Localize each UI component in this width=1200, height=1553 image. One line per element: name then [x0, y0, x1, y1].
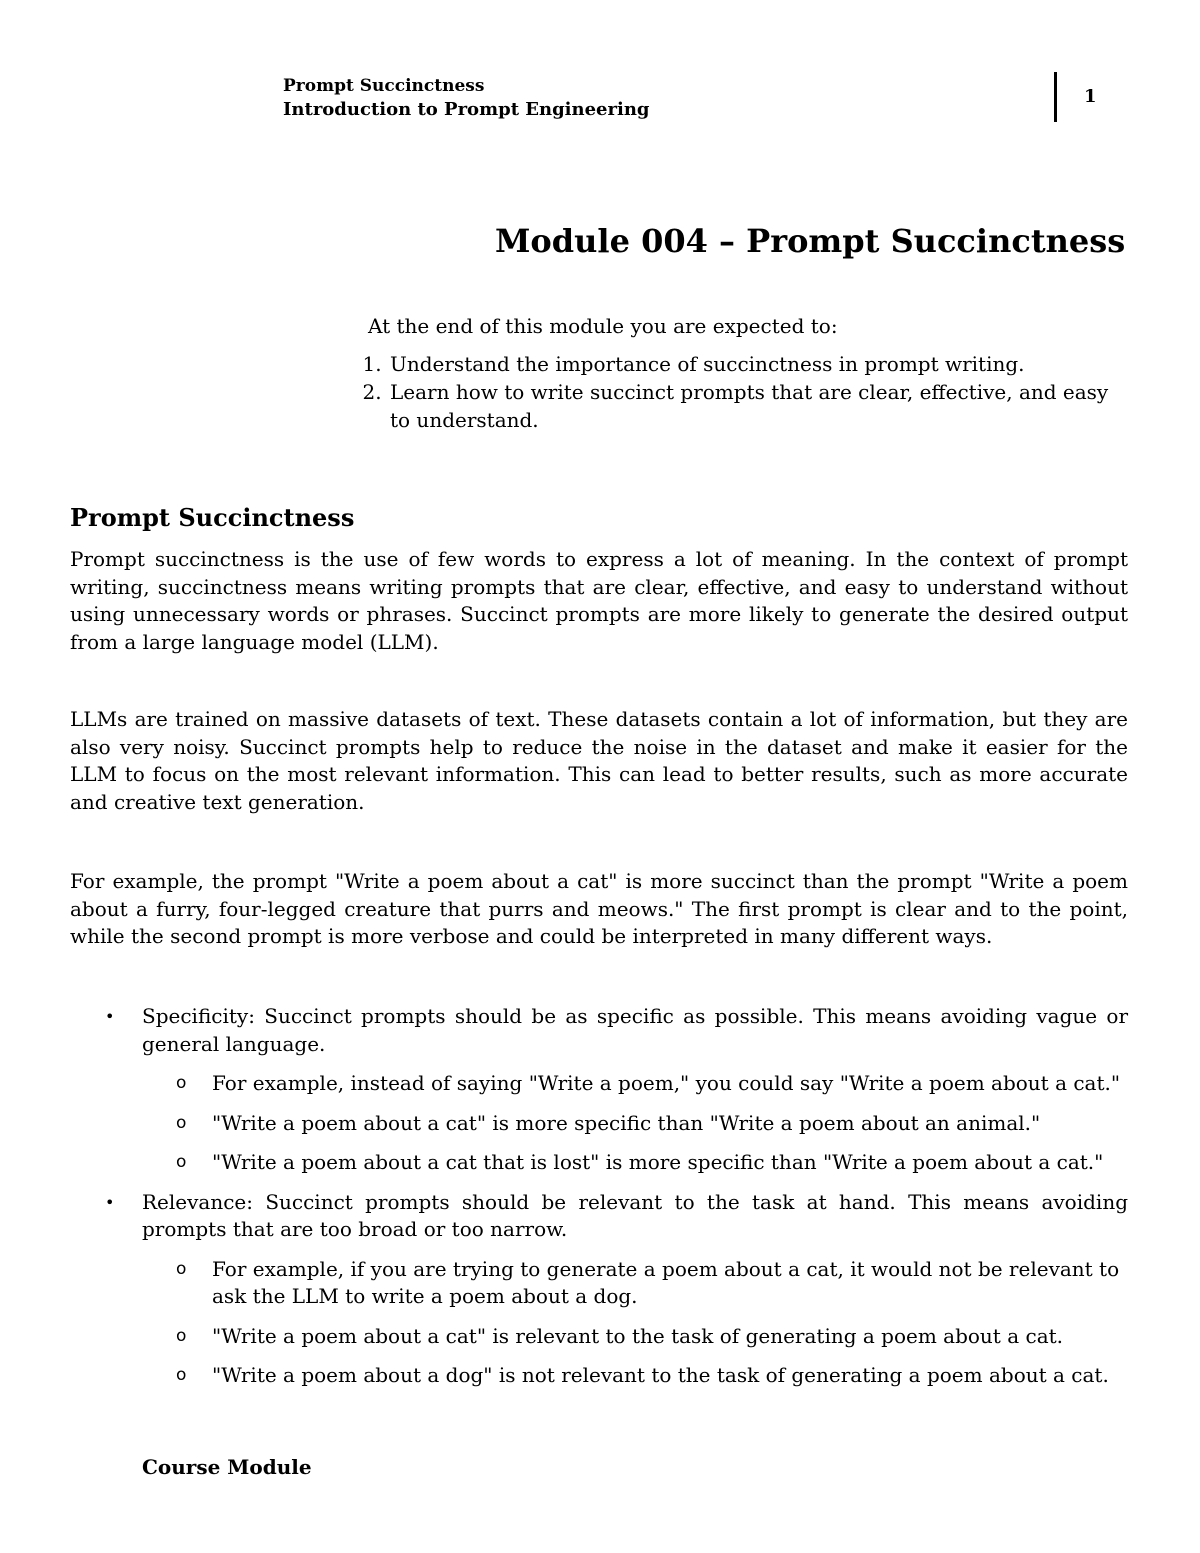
circle-bullet-icon: o	[176, 1152, 187, 1172]
paragraph: For example, the prompt "Write a poem about a cat" is more succinct than the prompt "Write a poem about a furry, four-legged creature that purrs and meows." The first prompt is clear and to the point, while the second prompt is more verbose and could be interpreted in many different ways.	[70, 869, 1128, 948]
header-divider	[1054, 72, 1057, 122]
circle-bullet-icon: o	[176, 1325, 187, 1346]
bullet-text: Specificity: Succinct prompts should be as specific as possible. This means avoiding vague or general language.	[142, 1004, 1128, 1056]
sub-bullet-list	[70, 1256, 1128, 1390]
sub-bullet-text: For example, if you are trying to generate a poem about a cat, it would not be relevant to ask the LLM to write a poem about a dog.	[212, 1256, 1120, 1308]
bullet-block-relevance	[70, 1189, 1128, 1390]
bullet-dot-icon: •	[105, 1007, 115, 1026]
section-heading: Prompt Succinctness	[70, 503, 355, 532]
sub-bullet-item	[70, 1362, 1128, 1390]
sub-bullet-item	[70, 1070, 1128, 1098]
sub-bullet-text: "Write a poem about a cat that is lost" is more specific than "Write a poem about a cat."	[212, 1150, 1104, 1174]
objectives-list	[350, 350, 1130, 434]
bullet-text: Relevance: Succinct prompts should be relevant to the task at hand. This means avoiding prompts that are too broad or too narrow.	[142, 1189, 1128, 1241]
paragraph: LLMs are trained on massive datasets of text. These datasets contain a lot of information, but they are also very noisy. Succinct prompts help to reduce the noise in the dataset and make it easier for the LLM to focus on the most relevant information. This can lead to better results, such as more accurate and creative text generation.	[70, 707, 1128, 814]
circle-bullet-icon: o	[176, 1073, 187, 1093]
bullet-dot-icon: •	[105, 1192, 115, 1212]
header-subject: Prompt Succinctness	[283, 76, 485, 96]
footer-label: Course Module	[142, 1455, 312, 1479]
sub-bullet-text: "Write a poem about a cat" is more specific than "Write a poem about an animal."	[212, 1110, 1041, 1135]
page-header	[283, 74, 650, 122]
circle-bullet-icon: o	[176, 1258, 187, 1279]
sub-bullet-list	[70, 1070, 1128, 1177]
objective-item: 1. Understand the importance of succinctness in prompt writing.	[388, 350, 1130, 378]
objective-item: 2. Learn how to write succinct prompts that are clear, effective, and easy to understand.	[388, 378, 1130, 434]
circle-bullet-icon: o	[176, 1365, 187, 1385]
bullet-list	[70, 1003, 1128, 1402]
page-number: 1	[1084, 86, 1097, 107]
paragraph: Prompt succinctness is the use of few words to express a lot of meaning. In the context of prompt writing, succinctness means writing prompts that are clear, effective, and easy to understand without using unnecessary words or phrases. Succinct prompts are more likely to generate the desired output from a large language model (LLM).	[70, 547, 1128, 654]
module-title: Module 004 – Prompt Succinctness	[495, 222, 1126, 260]
learning-objectives	[350, 312, 1130, 434]
sub-bullet-text: "Write a poem about a dog" is not relevant to the task of generating a poem about a cat.	[212, 1363, 1109, 1387]
objectives-intro: At the end of this module you are expected to:	[368, 314, 838, 338]
sub-bullet-text: "Write a poem about a cat" is relevant to the task of generating a poem about a cat.	[212, 1323, 1064, 1348]
circle-bullet-icon: o	[176, 1112, 187, 1133]
sub-bullet-text: For example, instead of saying "Write a poem," you could say "Write a poem about a cat."	[212, 1071, 1121, 1095]
bullet-block-specificity	[70, 1003, 1128, 1177]
bullet-item	[70, 1003, 1128, 1058]
sub-bullet-item	[70, 1323, 1128, 1351]
bullet-item	[70, 1189, 1128, 1244]
sub-bullet-item	[70, 1149, 1128, 1177]
sub-bullet-item	[70, 1256, 1128, 1311]
sub-bullet-item	[70, 1110, 1128, 1138]
header-course: Introduction to Prompt Engineering	[283, 99, 650, 120]
